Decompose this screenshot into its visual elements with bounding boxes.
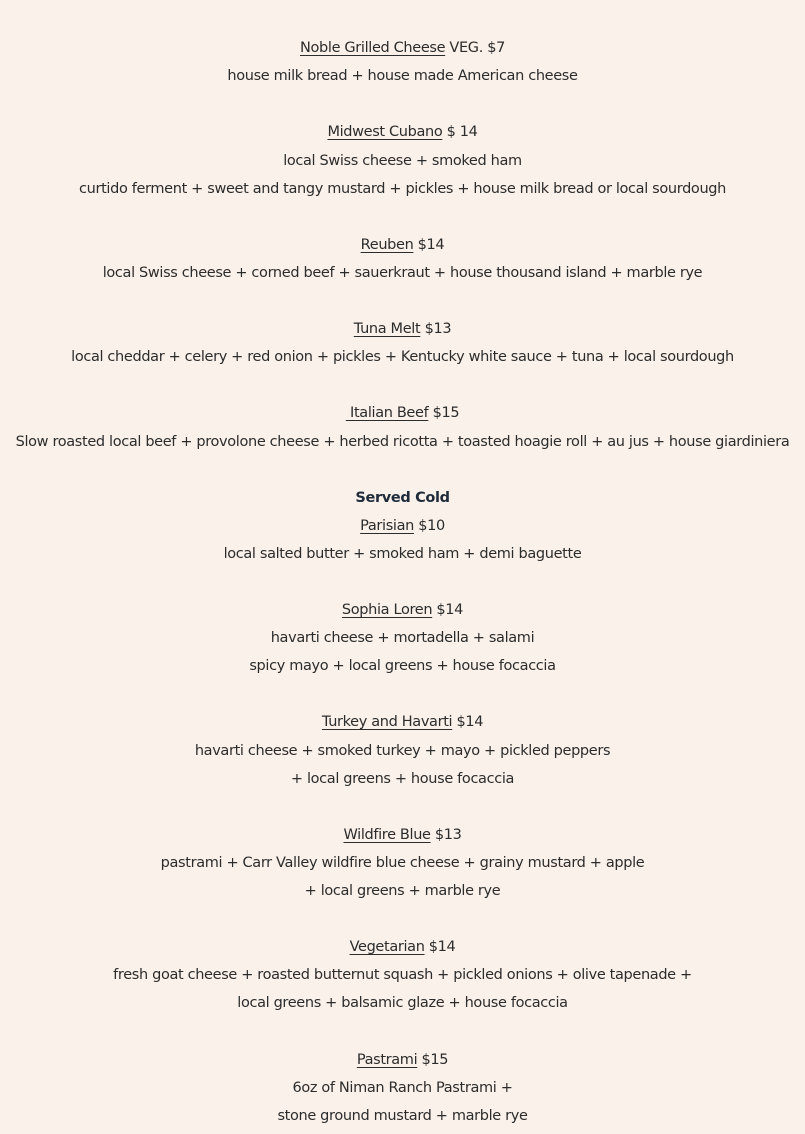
- item-price: $14: [452, 714, 484, 731]
- item-price: $14: [432, 602, 464, 619]
- item-price: $14: [424, 939, 456, 956]
- item-price: $15: [428, 405, 460, 422]
- item-heading: [0, 1046, 805, 1074]
- spacer: [0, 371, 805, 399]
- item-heading: [0, 512, 805, 540]
- item-description: spicy mayo + local greens + house focaccia: [249, 658, 556, 675]
- item-name-link[interactable]: Turkey and Havarti: [321, 714, 453, 731]
- item-description: havarti cheese + mortadella + salami: [270, 630, 535, 647]
- item-heading: [0, 34, 805, 62]
- item-heading: [0, 933, 805, 961]
- item-description: havarti cheese + smoked turkey + mayo + pickled peppers: [194, 742, 611, 759]
- item-price: $14: [413, 236, 445, 253]
- spacer: [0, 90, 805, 118]
- menu-item: [0, 512, 805, 568]
- item-name-link[interactable]: Midwest Cubano: [327, 124, 443, 141]
- item-description: stone ground mustard + marble rye: [277, 1107, 528, 1124]
- item-description: local Swiss cheese + smoked ham: [283, 152, 522, 169]
- item-heading: [0, 708, 805, 736]
- item-heading: [0, 821, 805, 849]
- spacer: [0, 793, 805, 821]
- item-price: $ 14: [442, 124, 478, 141]
- item-name-link[interactable]: Parisian: [360, 517, 414, 534]
- spacer: [0, 1017, 805, 1045]
- item-description: local salted butter + smoked ham + demi baguette: [223, 545, 582, 562]
- item-name-link[interactable]: Vegetarian: [349, 939, 425, 956]
- item-description: fresh goat cheese + roasted butternut squash + pickled onions + olive tapenade +: [113, 967, 692, 984]
- item-heading: [0, 315, 805, 343]
- menu-item: [0, 1046, 805, 1130]
- item-price: $10: [413, 517, 445, 534]
- item-heading: [0, 596, 805, 624]
- item-description: house milk bread + house made American cheese: [227, 68, 578, 85]
- menu-item: [0, 821, 805, 905]
- item-heading: [0, 118, 805, 146]
- item-description: local cheddar + celery + red onion + pickles + Kentucky white sauce + tuna + local sourdough: [71, 349, 734, 366]
- item-description: + local greens + marble rye: [304, 883, 501, 899]
- item-price: $15: [417, 1051, 449, 1068]
- item-description: 6oz of Niman Ranch Pastrami +: [292, 1079, 513, 1096]
- item-name-link[interactable]: Italian Beef: [345, 405, 429, 422]
- item-price: $13: [420, 321, 452, 338]
- item-name-link[interactable]: Tuna Melt: [353, 321, 421, 338]
- spacer: [0, 287, 805, 315]
- item-heading: [0, 399, 805, 427]
- menu-item: [0, 708, 805, 792]
- spacer: [0, 456, 805, 484]
- spacer: [0, 203, 805, 231]
- item-description: local Swiss cheese + corned beef + sauerkraut + house thousand island + marble rye: [102, 264, 703, 281]
- item-name-link[interactable]: Sophia Loren: [341, 602, 433, 619]
- item-name-link[interactable]: Noble Grilled Cheese: [300, 40, 446, 57]
- item-name-link[interactable]: Wildfire Blue: [343, 826, 431, 843]
- spacer: [0, 680, 805, 708]
- menu-item: [0, 399, 805, 455]
- menu-item: [0, 315, 805, 371]
- menu-item: [0, 118, 805, 202]
- menu-item: [0, 596, 805, 680]
- item-name-link[interactable]: Reuben: [360, 236, 414, 253]
- menu-item: [0, 34, 805, 90]
- item-name-link[interactable]: Pastrami: [356, 1051, 418, 1068]
- item-price: VEG. $7: [445, 40, 505, 57]
- section-title-served-cold: Served Cold: [355, 489, 450, 506]
- item-description: curtido ferment + sweet and tangy mustard + pickles + house milk bread or local sourdough: [79, 180, 726, 197]
- item-description: local greens + balsamic glaze + house focaccia: [237, 995, 568, 1012]
- menu-item: [0, 933, 805, 1017]
- spacer: [0, 905, 805, 933]
- item-description: Slow roasted local beef + provolone cheese + herbed ricotta + toasted hoagie roll + au jus + house giardiniera: [15, 433, 790, 450]
- item-description: pastrami + Carr Valley wildfire blue cheese + grainy mustard + apple: [160, 854, 645, 871]
- spacer: [0, 6, 805, 34]
- item-description: + local greens + house focaccia: [290, 770, 515, 787]
- menu-item: [0, 231, 805, 287]
- item-price: $13: [430, 826, 462, 843]
- item-heading: [0, 231, 805, 259]
- spacer: [0, 568, 805, 596]
